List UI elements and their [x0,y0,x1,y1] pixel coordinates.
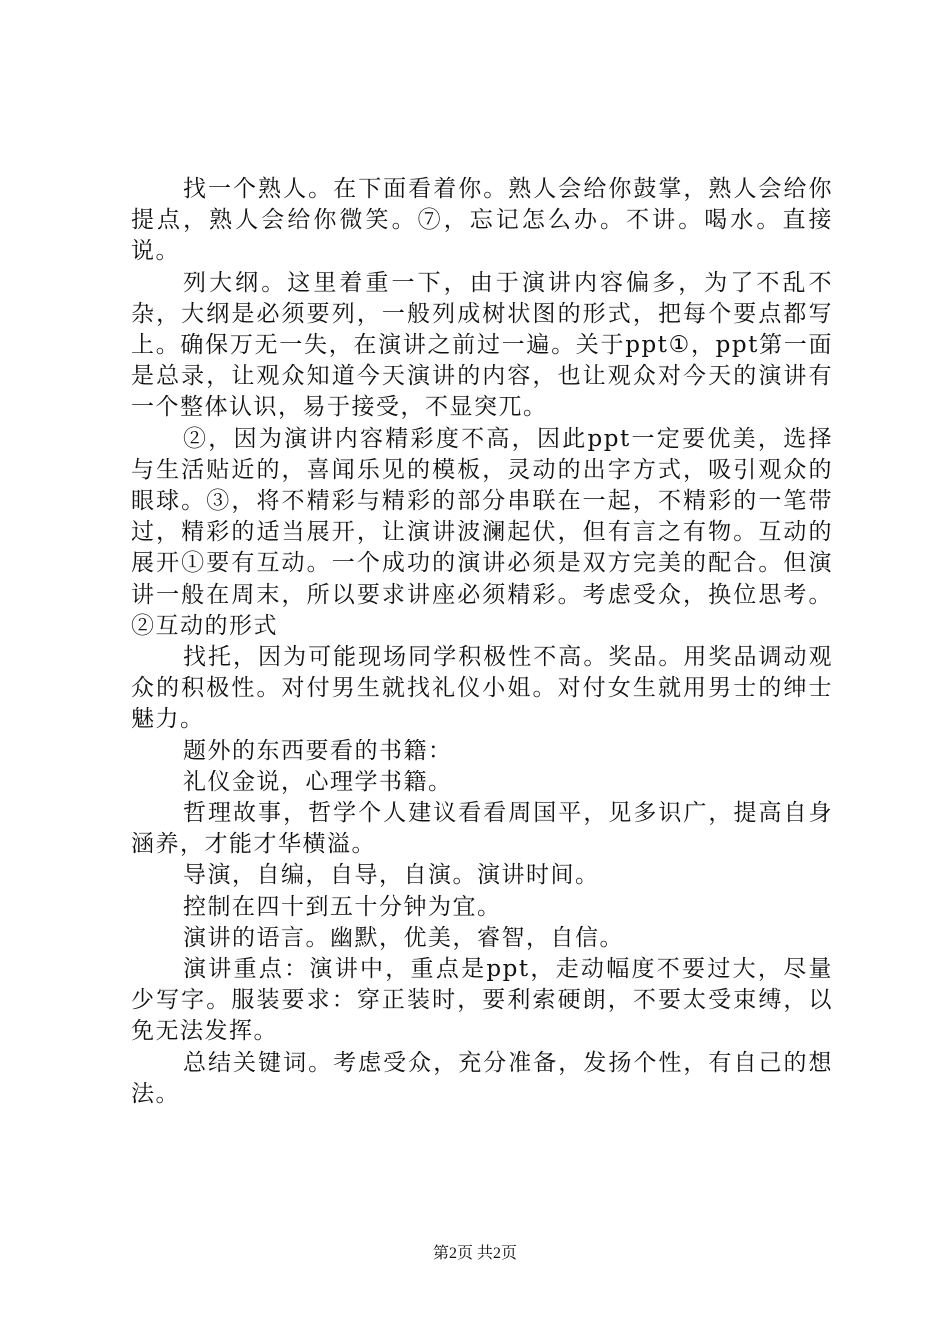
paragraph: 列大纲。这里着重一下，由于演讲内容偏多，为了不乱不杂，大纲是必须要列，一般列成树状图的形式，把每个要点都写上。确保万无一失，在演讲之前过一遍。关于ppt①，ppt第一面是总录，让观众知道今天演讲的内容，也让观众对今天的演讲有一个整体认识，易于接受，不显突兀。 [131,269,833,421]
paragraph: 礼仪金说，心理学书籍。 [183,768,453,795]
paragraph: 哲理故事，哲学个人建议看看周国平，见多识广，提高自身涵养，才能才华横溢。 [131,800,833,858]
paragraph: 总结关键词。考虑受众，充分准备，发扬个性，有自己的想法。 [131,1049,833,1107]
paragraph: ②，因为演讲内容精彩度不高，因此ppt一定要优美，选择与生活贴近的，喜闻乐见的模板，灵动的出字方式，吸引观众的眼球。③，将不精彩与精彩的部分串联在一起，不精彩的一笔带过，精彩的适当展开，让演讲波澜起伏，但有言之有物。互动的展开①要有互动。一个成功的演讲必须是双方完美的配合。但演讲一般在周末，所以要求讲座必须精彩。考虑受众，换位思考。②互动的形式 [131,425,833,639]
paragraph: 找一个熟人。在下面看着你。熟人会给你鼓掌，熟人会给你提点，熟人会给你微笑。⑦，忘记怎么办。不讲。喝水。直接说。 [131,176,833,265]
paragraph: 找托，因为可能现场同学积极性不高。奖品。用奖品调动观众的积极性。对付男生就找礼仪小姐。对付女生就用男士的绅士魅力。 [131,644,833,733]
paragraph: 演讲重点：演讲中，重点是ppt，走动幅度不要过大，尽量少写字。服装要求：穿正装时，要利索硬朗，不要太受束缚，以免无法发挥。 [131,956,833,1045]
page-number-footer: 第2页 共2页 [432,1245,517,1262]
document-body [131,174,833,1110]
paragraph: 演讲的语言。幽默，优美，睿智，自信。 [183,924,624,951]
paragraph: 题外的东西要看的书籍： [183,737,453,764]
paragraph: 控制在四十到五十分钟为宜。 [183,893,502,920]
paragraph: 导演，自编，自导，自演。演讲时间。 [183,862,600,889]
